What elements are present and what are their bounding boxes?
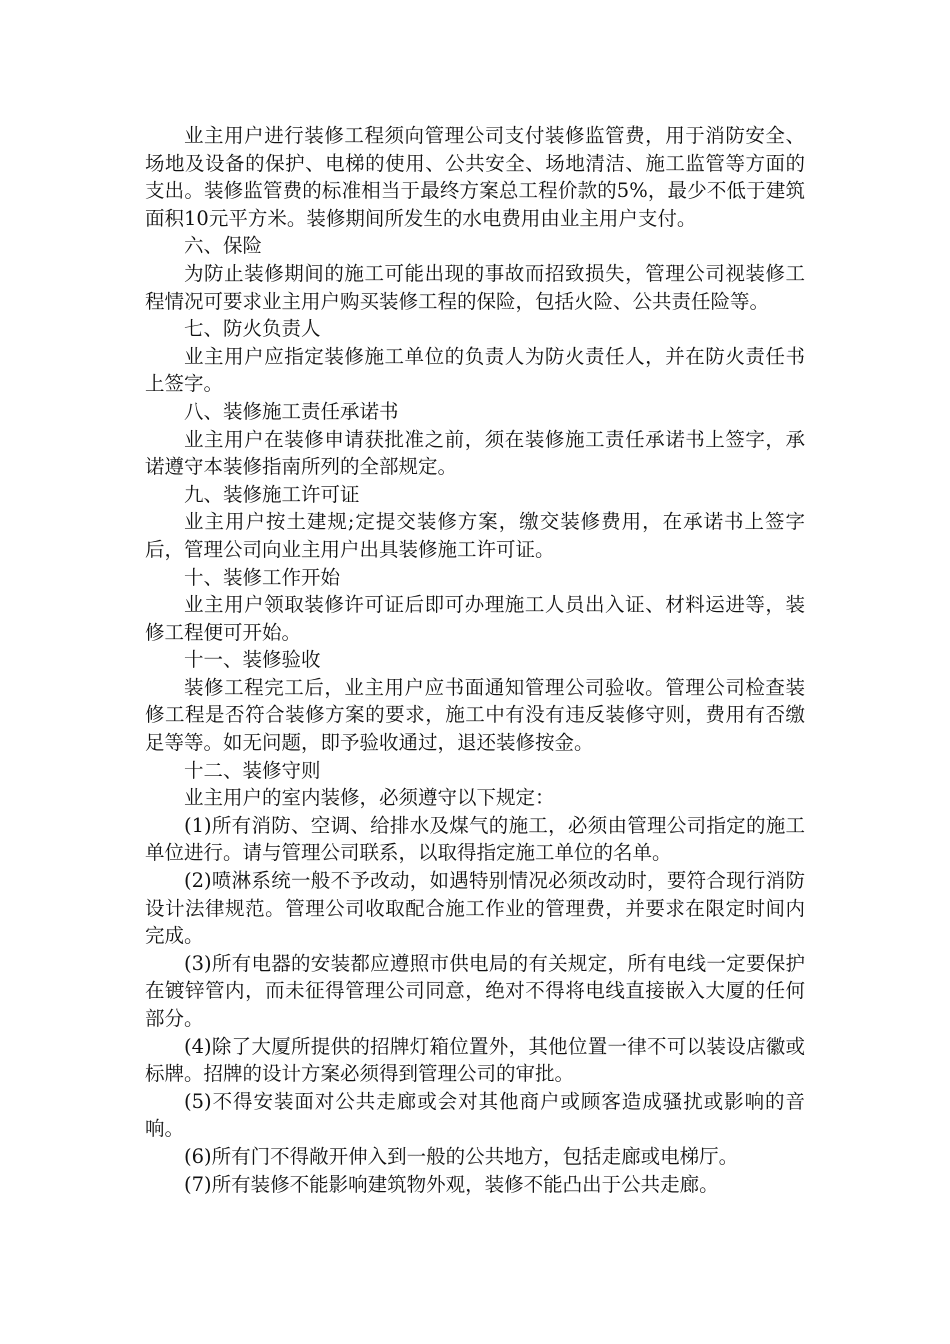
heading-rules: 十二、装修守则: [184, 758, 321, 782]
paragraph-permit: 业主用户按土建规;定提交装修方案，缴交装修费用，在承诺书上签字后，管理公司向业主用户出具装修施工许可证。: [145, 510, 805, 561]
rule-item-2: (2)喷淋系统一般不予改动，如遇特别情况必须改动时，要符合现行消防设计法律规范。管理公司收取配合施工作业的管理费，并要求在限定时间内完成。: [145, 869, 805, 948]
paragraph-fees: 业主用户进行装修工程须向管理公司支付装修监管费，用于消防安全、场地及设备的保护、电梯的使用、公共安全、场地清洁、施工监管等方面的支出。装修监管费的标准相当于最终方案总工程价款的5%，最少不低于建筑面积10元平方米。装修期间所发生的水电费用由业主用户支付。: [145, 124, 805, 230]
heading-fire-officer: 七、防火负责人: [184, 317, 321, 341]
heading-acceptance: 十一、装修验收: [184, 648, 321, 672]
heading-work-start: 十、装修工作开始: [184, 565, 341, 589]
paragraph-fire-officer: 业主用户应指定装修施工单位的负责人为防火责任人，并在防火责任书上签字。: [145, 344, 805, 396]
heading-permit: 九、装修施工许可证: [184, 482, 360, 506]
heading-commitment: 八、装修施工责任承诺书: [184, 399, 399, 423]
rule-item-3: (3)所有电器的安装都应遵照市供电局的有关规定，所有电线一定要保护在镀锌管内，而未征得管理公司同意，绝对不得将电线直接嵌入大厦的任何部分。: [145, 951, 805, 1030]
rule-item-1: (1)所有消防、空调、给排水及煤气的施工，必须由管理公司指定的施工单位进行。请与管理公司联系，以取得指定施工单位的名单。: [145, 813, 805, 865]
rule-item-6: (6)所有门不得敞开伸入到一般的公共地方，包括走廊或电梯厅。: [184, 1144, 739, 1168]
document-page: [145, 122, 805, 1198]
paragraph-work-start: 业主用户领取装修许可证后即可办理施工人员出入证、材料运进等，装修工程便可开始。: [145, 593, 805, 644]
rule-item-7: (7)所有装修不能影响建筑物外观，装修不能凸出于公共走廊。: [184, 1172, 719, 1196]
paragraph-insurance: 为防止装修期间的施工可能出现的事故而招致损失，管理公司视装修工程情况可要求业主用户购买装修工程的保险，包括火险、公共责任险等。: [145, 261, 805, 313]
paragraph-commitment: 业主用户在装修申请获批准之前，须在装修施工责任承诺书上签字，承诺遵守本装修指南所列的全部规定。: [145, 427, 805, 479]
heading-insurance: 六、保险: [184, 234, 263, 258]
paragraph-acceptance: 装修工程完工后，业主用户应书面通知管理公司验收。管理公司检查装修工程是否符合装修方案的要求，施工中有没有违反装修守则，费用有否缴足等等。如无问题，即予验收通过，退还装修按金。: [145, 675, 805, 755]
rule-item-4: (4)除了大厦所提供的招牌灯箱位置外，其他位置一律不可以装设店徽或标牌。招牌的设计方案必须得到管理公司的审批。: [145, 1034, 805, 1086]
paragraph-rules-intro: 业主用户的室内装修，必须遵守以下规定：: [184, 786, 555, 810]
rule-item-5: (5)不得安装面对公共走廊或会对其他商户或顾客造成骚扰或影响的音响。: [145, 1089, 805, 1141]
